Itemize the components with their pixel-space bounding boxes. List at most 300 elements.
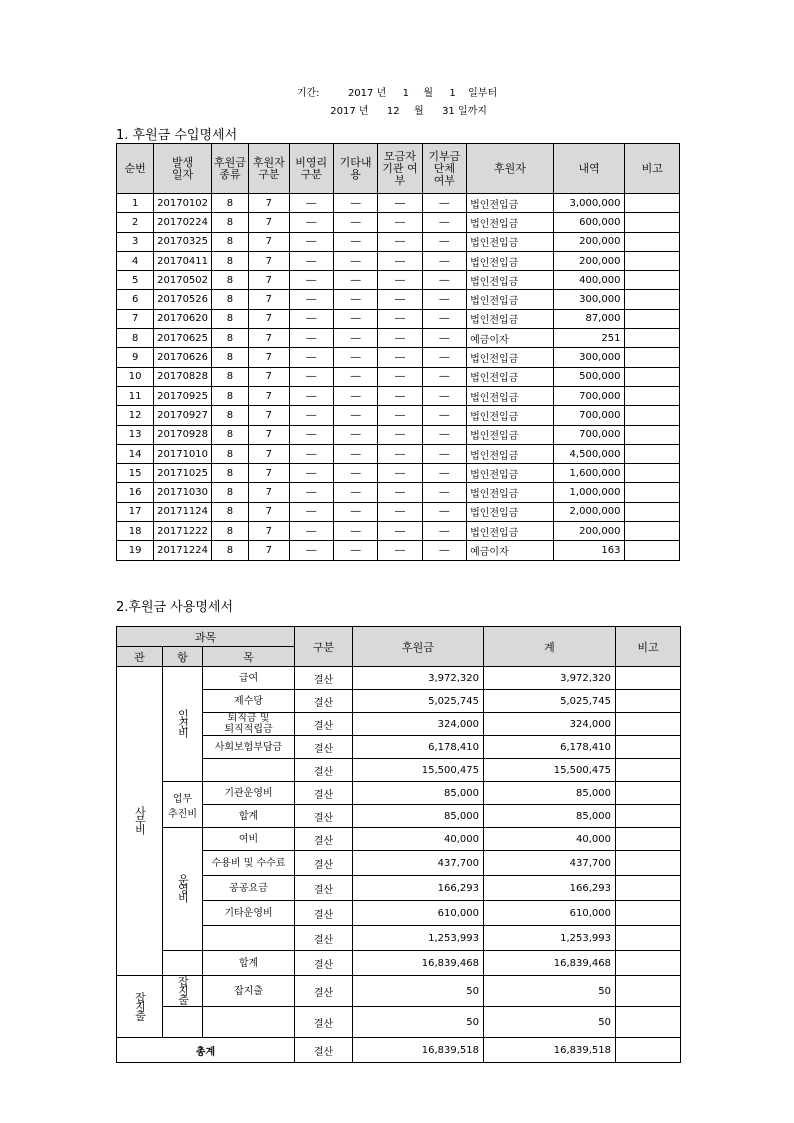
total-cell: 85,000 xyxy=(484,805,616,828)
table-cell: 300,000 xyxy=(553,290,625,309)
table-cell: ― xyxy=(378,213,422,232)
gubun-cell: 결산 xyxy=(295,926,353,951)
gubun-cell: 결산 xyxy=(295,1007,353,1038)
table-cell: 7 xyxy=(249,386,289,405)
table-cell: 법인전입금 xyxy=(467,290,554,309)
table-cell: 200,000 xyxy=(553,251,625,270)
table-cell: 200,000 xyxy=(553,522,625,541)
mok-cell xyxy=(203,1007,295,1038)
table-row xyxy=(117,367,680,386)
table-cell: 법인전입금 xyxy=(467,502,554,521)
gubun-cell: 결산 xyxy=(295,759,353,782)
table-cell: 7 xyxy=(249,194,289,213)
amount-cell: 166,293 xyxy=(353,876,484,901)
table-cell: ― xyxy=(378,464,422,483)
hang-cell xyxy=(163,1007,203,1038)
table-cell: ― xyxy=(378,425,422,444)
table-cell: ― xyxy=(289,464,333,483)
table-cell: ― xyxy=(422,522,466,541)
table-cell: 법인전입금 xyxy=(467,213,554,232)
note-cell xyxy=(616,951,681,976)
table-row xyxy=(117,386,680,405)
table-cell: ― xyxy=(333,502,377,521)
table-cell: ― xyxy=(333,406,377,425)
total-cell: 166,293 xyxy=(484,876,616,901)
mok-cell: 잡지출 xyxy=(203,976,295,1007)
table-cell: ― xyxy=(378,522,422,541)
table-row xyxy=(117,213,680,232)
table-cell: 15 xyxy=(117,464,154,483)
income-col-header: 비영리 구분 xyxy=(289,144,333,194)
table-cell: ― xyxy=(333,213,377,232)
note-cell xyxy=(616,1007,681,1038)
grand-total-gubun: 결산 xyxy=(295,1038,353,1063)
table-cell xyxy=(625,522,680,541)
table-cell: 7 xyxy=(249,483,289,502)
table-cell: 7 xyxy=(249,329,289,348)
section2-title: 2.후원금 사용명세서 xyxy=(116,600,233,615)
mok-cell: 사회보험부담금 xyxy=(203,736,295,759)
income-col-header: 모금자 기관 여 부 xyxy=(378,144,422,194)
table-cell: 20171222 xyxy=(154,522,212,541)
amount-cell: 16,839,468 xyxy=(353,951,484,976)
table-cell: ― xyxy=(422,406,466,425)
table-cell: ― xyxy=(333,386,377,405)
total-cell: 437,700 xyxy=(484,851,616,876)
amount-cell: 85,000 xyxy=(353,805,484,828)
income-col-header: 비고 xyxy=(625,144,680,194)
table-cell: 7 xyxy=(249,271,289,290)
income-col-header: 후원금 종류 xyxy=(211,144,248,194)
table-cell: 법인전입금 xyxy=(467,425,554,444)
gubun-cell: 결산 xyxy=(295,736,353,759)
note-cell xyxy=(616,782,681,805)
mok-cell: 공공요금 xyxy=(203,876,295,901)
note-cell xyxy=(616,926,681,951)
table-cell: 19 xyxy=(117,541,154,560)
table-row xyxy=(117,782,681,805)
note-cell xyxy=(616,901,681,926)
table-cell: 법인전입금 xyxy=(467,406,554,425)
table-cell: ― xyxy=(333,483,377,502)
gubun-cell: 결산 xyxy=(295,876,353,901)
table-cell: ― xyxy=(289,522,333,541)
table-cell: 300,000 xyxy=(553,348,625,367)
table-cell: ― xyxy=(422,444,466,463)
income-col-header: 후원자 구분 xyxy=(249,144,289,194)
table-cell: ― xyxy=(333,444,377,463)
table-cell: 4,500,000 xyxy=(553,444,625,463)
table-cell xyxy=(625,483,680,502)
table-cell: 500,000 xyxy=(553,367,625,386)
gubun-cell: 결산 xyxy=(295,805,353,828)
table-cell xyxy=(625,271,680,290)
table-cell xyxy=(625,425,680,444)
table-cell xyxy=(625,348,680,367)
table-cell: 20171224 xyxy=(154,541,212,560)
table-cell: 700,000 xyxy=(553,386,625,405)
table-cell xyxy=(625,290,680,309)
table-cell: 7 xyxy=(249,232,289,251)
table-cell: 법인전입금 xyxy=(467,367,554,386)
table-cell: 법인전입금 xyxy=(467,251,554,270)
table-cell: ― xyxy=(422,213,466,232)
table-cell: 1 xyxy=(117,194,154,213)
table-cell: 20170928 xyxy=(154,425,212,444)
table-cell: 8 xyxy=(117,329,154,348)
table-cell: 법인전입금 xyxy=(467,232,554,251)
table-cell: ― xyxy=(422,367,466,386)
mok-cell: 합계 xyxy=(203,805,295,828)
table-cell: ― xyxy=(333,232,377,251)
hang-cell-text: 운영비 xyxy=(176,874,190,901)
table-row xyxy=(117,444,680,463)
table-cell: 200,000 xyxy=(553,232,625,251)
table-cell: ― xyxy=(378,271,422,290)
mok-cell: 기타운영비 xyxy=(203,901,295,926)
table-row xyxy=(117,251,680,270)
table-cell: 20170620 xyxy=(154,309,212,328)
table-cell: ― xyxy=(333,271,377,290)
table-cell: ― xyxy=(333,348,377,367)
gubun-cell: 결산 xyxy=(295,667,353,690)
table-cell: 14 xyxy=(117,444,154,463)
table-cell: 5 xyxy=(117,271,154,290)
table-cell: ― xyxy=(289,502,333,521)
note-cell xyxy=(616,828,681,851)
table-cell: 예금이자 xyxy=(467,541,554,560)
table-cell: 법인전입금 xyxy=(467,464,554,483)
grand-total-row xyxy=(117,1038,681,1063)
table-cell: 법인전입금 xyxy=(467,444,554,463)
table-cell: 7 xyxy=(249,502,289,521)
income-table xyxy=(116,143,680,561)
subject-header: 과목 xyxy=(117,627,295,647)
table-cell: ― xyxy=(289,213,333,232)
table-cell: ― xyxy=(422,232,466,251)
table-cell: ― xyxy=(289,541,333,560)
table-cell: 7 xyxy=(249,309,289,328)
mok-cell: 수용비 및 수수료 xyxy=(203,851,295,876)
mok-cell: 여비 xyxy=(203,828,295,851)
gubun-cell: 결산 xyxy=(295,901,353,926)
table-cell: 8 xyxy=(211,213,248,232)
table-cell: ― xyxy=(333,367,377,386)
start-day: 1 xyxy=(449,88,456,99)
table-cell: ― xyxy=(378,502,422,521)
table-cell: 8 xyxy=(211,464,248,483)
table-cell: ― xyxy=(378,194,422,213)
table-row xyxy=(117,541,680,560)
table-cell: ― xyxy=(422,251,466,270)
table-cell: ― xyxy=(422,290,466,309)
income-col-header: 후원자 xyxy=(467,144,554,194)
table-cell: 20170626 xyxy=(154,348,212,367)
table-row xyxy=(117,828,681,851)
income-body xyxy=(117,194,680,561)
table-cell: ― xyxy=(422,271,466,290)
gubun-header: 구분 xyxy=(295,627,353,667)
table-cell: ― xyxy=(289,367,333,386)
table-cell: ― xyxy=(422,502,466,521)
table-cell: ― xyxy=(422,483,466,502)
total-header: 계 xyxy=(484,627,616,667)
income-col-header: 기타내 용 xyxy=(333,144,377,194)
table-cell xyxy=(625,367,680,386)
table-cell: ― xyxy=(289,290,333,309)
table-cell: ― xyxy=(333,329,377,348)
table-cell: 8 xyxy=(211,444,248,463)
total-cell: 85,000 xyxy=(484,782,616,805)
gubun-cell: 결산 xyxy=(295,690,353,713)
table-cell: 8 xyxy=(211,290,248,309)
total-cell: 15,500,475 xyxy=(484,759,616,782)
table-cell: 12 xyxy=(117,406,154,425)
note-cell xyxy=(616,713,681,736)
table-cell: 2,000,000 xyxy=(553,502,625,521)
table-cell xyxy=(625,502,680,521)
amount-cell: 324,000 xyxy=(353,713,484,736)
table-cell xyxy=(625,329,680,348)
total-cell: 3,972,320 xyxy=(484,667,616,690)
table-cell: 7 xyxy=(249,444,289,463)
note-cell xyxy=(616,805,681,828)
amount-cell: 610,000 xyxy=(353,901,484,926)
total-cell: 16,839,468 xyxy=(484,951,616,976)
gwan-cell xyxy=(117,976,163,1038)
table-cell: 7 xyxy=(249,367,289,386)
table-cell xyxy=(625,464,680,483)
table-row xyxy=(117,951,681,976)
total-cell: 1,253,993 xyxy=(484,926,616,951)
table-cell: ― xyxy=(378,251,422,270)
table-row xyxy=(117,309,680,328)
end-month: 12 xyxy=(386,106,400,117)
table-cell: 7 xyxy=(249,425,289,444)
table-cell: ― xyxy=(289,271,333,290)
amount-header: 후원금 xyxy=(353,627,484,667)
table-cell: 400,000 xyxy=(553,271,625,290)
hang-cell-text: 잡지출 xyxy=(176,976,190,1003)
gwan-cell-text: 사무비 xyxy=(133,806,147,833)
table-cell: 8 xyxy=(211,329,248,348)
start-year: 2017 년 xyxy=(347,88,387,99)
table-cell: 20170828 xyxy=(154,367,212,386)
note-header: 비고 xyxy=(616,627,681,667)
table-cell xyxy=(625,213,680,232)
table-cell: ― xyxy=(378,232,422,251)
table-cell: 8 xyxy=(211,406,248,425)
table-cell: 11 xyxy=(117,386,154,405)
table-cell: 7 xyxy=(249,464,289,483)
table-cell: ― xyxy=(378,290,422,309)
month-unit: 월 xyxy=(414,106,424,117)
table-cell: 법인전입금 xyxy=(467,522,554,541)
table-row xyxy=(117,502,680,521)
income-col-header: 발생 일자 xyxy=(154,144,212,194)
table-cell: 10 xyxy=(117,367,154,386)
table-row xyxy=(117,348,680,367)
table-cell: 8 xyxy=(211,194,248,213)
table-cell: ― xyxy=(378,406,422,425)
table-cell: 3 xyxy=(117,232,154,251)
grand-total-amount: 16,839,518 xyxy=(353,1038,484,1063)
table-row xyxy=(117,1007,681,1038)
total-cell: 5,025,745 xyxy=(484,690,616,713)
amount-cell: 15,500,475 xyxy=(353,759,484,782)
period-label: 기간: xyxy=(296,88,320,99)
table-row xyxy=(117,667,681,690)
table-row xyxy=(117,976,681,1007)
table-cell: ― xyxy=(422,348,466,367)
hang-cell-text: 인건비 xyxy=(176,709,190,736)
period-start xyxy=(0,84,794,99)
hang-header: 항 xyxy=(163,647,203,667)
table-cell xyxy=(625,386,680,405)
table-cell: 8 xyxy=(211,541,248,560)
table-cell: 251 xyxy=(553,329,625,348)
table-cell: ― xyxy=(289,386,333,405)
table-cell: ― xyxy=(378,367,422,386)
table-cell: ― xyxy=(289,309,333,328)
table-row xyxy=(117,425,680,444)
table-cell xyxy=(625,444,680,463)
table-cell: 20171124 xyxy=(154,502,212,521)
table-cell: 8 xyxy=(211,271,248,290)
note-cell xyxy=(616,690,681,713)
table-cell: 7 xyxy=(249,522,289,541)
table-cell: ― xyxy=(289,406,333,425)
table-cell: 13 xyxy=(117,425,154,444)
table-row xyxy=(117,329,680,348)
table-cell: 20170102 xyxy=(154,194,212,213)
mok-cell: 퇴직금 및 퇴직적립금 xyxy=(203,713,295,736)
amount-cell: 85,000 xyxy=(353,782,484,805)
table-cell: 법인전입금 xyxy=(467,386,554,405)
table-cell: ― xyxy=(422,386,466,405)
mok-cell: 제수당 xyxy=(203,690,295,713)
table-cell: ― xyxy=(422,194,466,213)
table-cell: 16 xyxy=(117,483,154,502)
table-cell: 163 xyxy=(553,541,625,560)
table-cell: ― xyxy=(333,194,377,213)
table-cell: 8 xyxy=(211,251,248,270)
grand-total-label: 총계 xyxy=(117,1038,295,1063)
mok-header: 목 xyxy=(203,647,295,667)
table-row xyxy=(117,194,680,213)
section1-title: 1. 후원금 수입명세서 xyxy=(116,128,238,143)
table-cell: 7 xyxy=(249,213,289,232)
table-cell: 8 xyxy=(211,367,248,386)
table-cell: 8 xyxy=(211,522,248,541)
mok-cell xyxy=(203,759,295,782)
gwan-cell xyxy=(117,667,163,976)
table-cell: ― xyxy=(422,329,466,348)
table-cell: ― xyxy=(333,425,377,444)
note-cell xyxy=(616,736,681,759)
table-cell: 8 xyxy=(211,502,248,521)
table-cell: 8 xyxy=(211,348,248,367)
table-row xyxy=(117,483,680,502)
table-cell: 7 xyxy=(249,348,289,367)
gubun-cell: 결산 xyxy=(295,951,353,976)
table-cell: ― xyxy=(289,348,333,367)
table-cell: 8 xyxy=(211,232,248,251)
amount-cell: 50 xyxy=(353,1007,484,1038)
table-cell: 20170625 xyxy=(154,329,212,348)
hang-cell xyxy=(163,951,203,976)
table-cell: 2 xyxy=(117,213,154,232)
gubun-cell: 결산 xyxy=(295,782,353,805)
hang-cell xyxy=(163,976,203,1007)
table-cell: ― xyxy=(289,329,333,348)
table-cell: ― xyxy=(333,290,377,309)
table-row xyxy=(117,232,680,251)
table-cell xyxy=(625,541,680,560)
table-cell: ― xyxy=(378,348,422,367)
table-cell: 18 xyxy=(117,522,154,541)
gwan-cell-text: 잡지출 xyxy=(133,991,147,1019)
table-cell: ― xyxy=(333,541,377,560)
table-row xyxy=(117,290,680,309)
table-cell: 20170526 xyxy=(154,290,212,309)
table-cell: ― xyxy=(289,194,333,213)
table-cell xyxy=(625,406,680,425)
grand-total-sum: 16,839,518 xyxy=(484,1038,616,1063)
table-cell: ― xyxy=(333,464,377,483)
gubun-cell: 결산 xyxy=(295,976,353,1007)
amount-cell: 1,253,993 xyxy=(353,926,484,951)
start-month: 1 xyxy=(402,88,409,99)
table-cell: 700,000 xyxy=(553,425,625,444)
amount-cell: 3,972,320 xyxy=(353,667,484,690)
income-header-row xyxy=(117,144,680,194)
note-cell xyxy=(616,667,681,690)
table-cell: 9 xyxy=(117,348,154,367)
table-cell: 법인전입금 xyxy=(467,348,554,367)
table-row xyxy=(117,406,680,425)
mok-cell: 기관운영비 xyxy=(203,782,295,805)
amount-cell: 40,000 xyxy=(353,828,484,851)
mok-cell xyxy=(203,926,295,951)
month-unit: 월 xyxy=(423,88,434,99)
table-cell: 3,000,000 xyxy=(553,194,625,213)
amount-cell: 5,025,745 xyxy=(353,690,484,713)
table-cell: ― xyxy=(378,329,422,348)
table-cell: ― xyxy=(378,309,422,328)
table-cell: ― xyxy=(378,541,422,560)
table-cell: ― xyxy=(422,541,466,560)
note-cell xyxy=(616,851,681,876)
table-cell: 20170502 xyxy=(154,271,212,290)
table-cell: 8 xyxy=(211,425,248,444)
expense-table xyxy=(116,626,681,1063)
table-cell: 700,000 xyxy=(553,406,625,425)
table-cell: 600,000 xyxy=(553,213,625,232)
table-cell: ― xyxy=(289,425,333,444)
total-cell: 40,000 xyxy=(484,828,616,851)
table-cell: 87,000 xyxy=(553,309,625,328)
table-cell: ― xyxy=(333,309,377,328)
table-cell: 1,000,000 xyxy=(553,483,625,502)
table-cell: ― xyxy=(289,232,333,251)
table-row xyxy=(117,522,680,541)
total-cell: 324,000 xyxy=(484,713,616,736)
start-suffix: 일부터 xyxy=(468,88,498,99)
mok-cell: 합계 xyxy=(203,951,295,976)
note-cell xyxy=(616,759,681,782)
hang-cell xyxy=(163,667,203,782)
